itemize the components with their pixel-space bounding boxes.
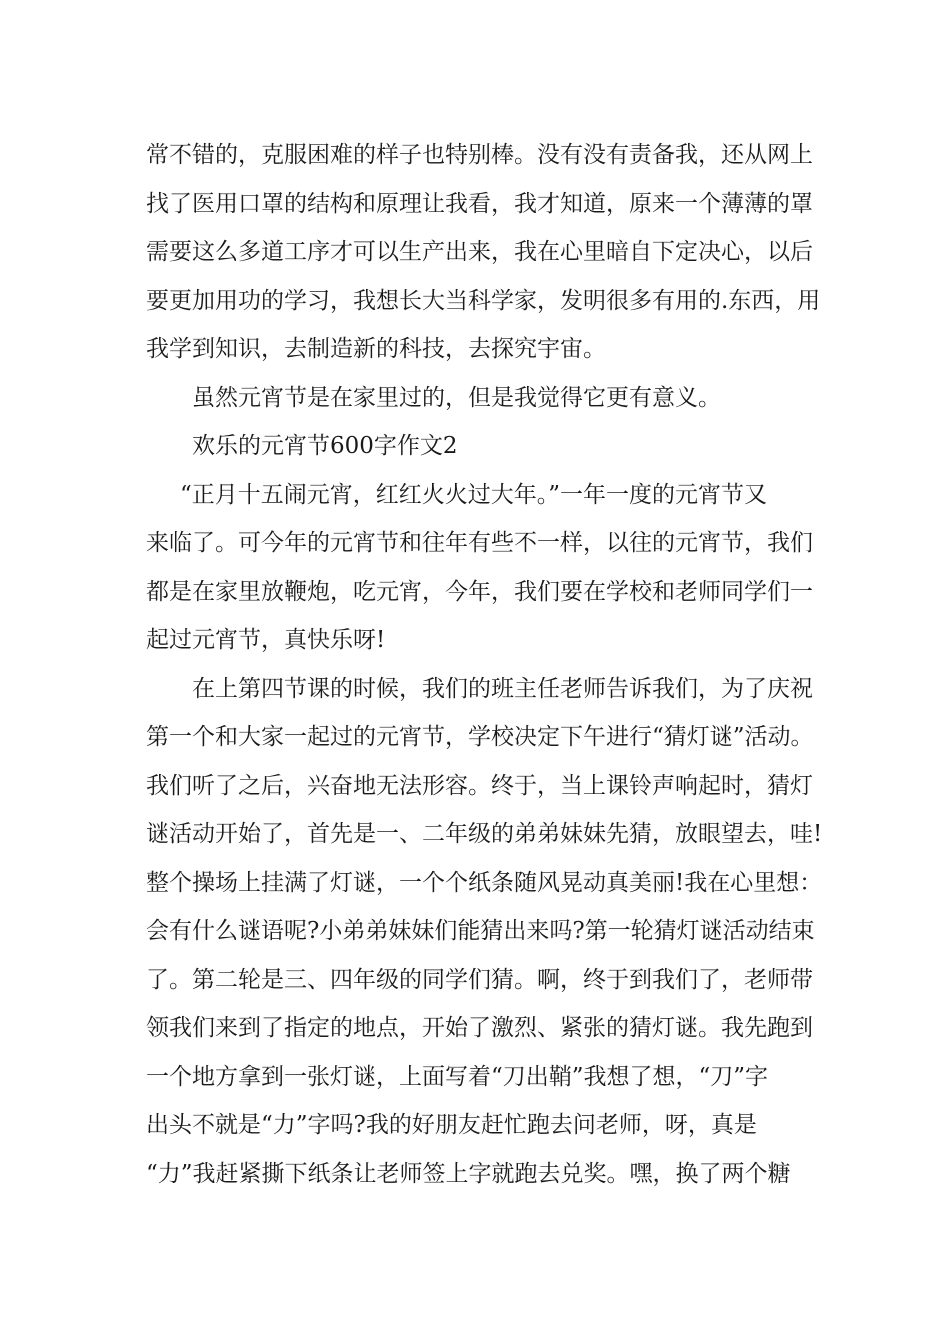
text-line: 我们听了之后，兴奋地无法形容。终于，当上课铃声响起时，猜灯	[146, 772, 813, 799]
paragraph-1	[146, 131, 826, 374]
text-line: 整个操场上挂满了灯谜，一个个纸条随风晃动真美丽!我在心里想：	[146, 869, 823, 896]
text-line: 领我们来到了指定的地点，开始了激烈、紧张的猜灯谜。我先跑到	[146, 1015, 813, 1041]
text-line: 常不错的，克服困难的样子也特别棒。没有没有责备我，还从网上	[146, 142, 813, 168]
text-line: 虽然元宵节是在家里过的，但是我觉得它更有意义。	[192, 384, 721, 411]
text-line: 来临了。可今年的元宵节和往年有些不一样，以往的元宵节，我们	[146, 530, 813, 556]
text-line: 欢乐的元宵节600字作文2	[192, 433, 458, 459]
body-text	[146, 131, 826, 1198]
text-line: 第一个和大家一起过的元宵节，学校决定下午进行“猜灯谜”活动。	[146, 724, 814, 750]
text-line: 谜活动开始了，首先是一、二年级的弟弟妹妹先猜，放眼望去，哇!	[146, 821, 823, 847]
text-line: 找了医用口罩的结构和原理让我看，我才知道，原来一个薄薄的罩	[146, 190, 813, 217]
text-line: 需要这么多道工序才可以生产出来，我在心里暗自下定决心，以后	[146, 239, 813, 265]
paragraph-4	[146, 665, 826, 1199]
paragraph-2	[146, 374, 826, 423]
text-line: 一个地方拿到一张灯谜，上面写着“刀出鞘”我想了想，“刀”字	[146, 1063, 769, 1090]
essay-title	[146, 422, 826, 471]
text-line: “正月十五闹元宵，红红火火过大年。”一年一度的元宵节又	[180, 481, 768, 508]
text-line: 要更加用功的学习，我想长大当科学家，发明很多有用的.东西，用	[146, 287, 821, 314]
text-line: 都是在家里放鞭炮，吃元宵，今年，我们要在学校和老师同学们一	[146, 578, 813, 605]
text-line: 了。第二轮是三、四年级的同学们猜。啊，终于到我们了，老师带	[146, 966, 813, 993]
text-line: 我学到知识，去制造新的科技，去探究宇宙。	[146, 336, 606, 362]
text-line: 出头不就是“力”字吗?我的好朋友赶忙跑去问老师，呀，真是	[146, 1112, 757, 1138]
text-line: 会有什么谜语呢?小弟弟妹妹们能猜出来吗?第一轮猜灯谜活动结束	[146, 918, 815, 944]
paragraph-3	[146, 471, 826, 665]
text-line: 在上第四节课的时候，我们的班主任老师告诉我们，为了庆祝	[192, 675, 813, 702]
text-line: “力”我赶紧撕下纸条让老师签上字就跑去兑奖。嘿，换了两个糖	[146, 1160, 791, 1187]
text-line: 起过元宵节，真快乐呀!	[146, 627, 386, 653]
